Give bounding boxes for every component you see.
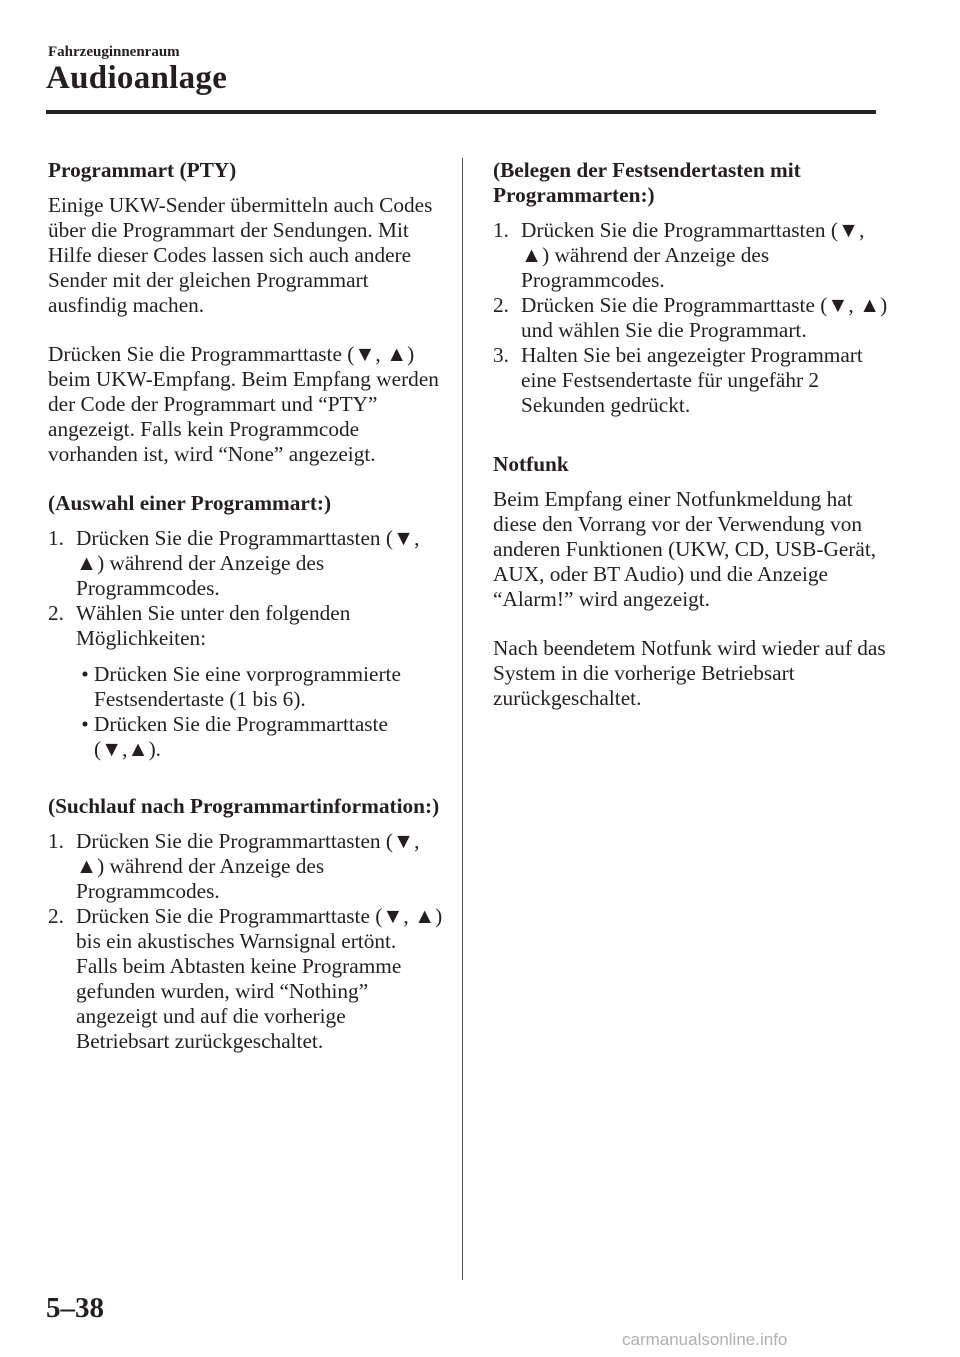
step-number: 1. <box>493 218 509 242</box>
spacer <box>493 418 893 452</box>
step-text-main: Drücken Sie die Programmarttaste (▼, ▲) bis ein akustisches Warnsignal ertönt. <box>76 904 443 953</box>
select-steps <box>48 526 443 762</box>
search-heading: (Suchlauf nach Programmartinformation:) <box>48 794 440 818</box>
list-item <box>76 662 443 712</box>
header-rule <box>46 110 876 114</box>
step-number: 2. <box>493 293 509 317</box>
list-item <box>493 218 893 293</box>
right-column <box>493 158 893 735</box>
list-item <box>493 343 893 418</box>
emergency-heading: Notfunk <box>493 452 569 476</box>
step-text: Drücken Sie die Programmarttasten (▼, ▲) während der Anzeige des Programmcodes. <box>521 218 865 292</box>
select-heading: (Auswahl einer Programmart:) <box>48 491 332 515</box>
step-number: 1. <box>48 526 64 550</box>
step-text <box>76 601 443 762</box>
search-steps <box>48 829 443 1054</box>
bullet-icon: • <box>81 662 89 686</box>
step-text: Drücken Sie die Programmarttasten (▼, ▲) während der Anzeige des Programmcodes. <box>76 526 420 600</box>
step-text: Drücken Sie die Programmarttaste (▼, ▲) und wählen Sie die Programmart. <box>521 293 888 342</box>
page-title: Audioanlage <box>46 60 228 96</box>
column-divider <box>462 158 463 1280</box>
bullet-icon: • <box>81 712 89 736</box>
left-column <box>48 158 443 1054</box>
watermark: carmanualsonline.info <box>622 1330 788 1349</box>
bullet-text: Drücken Sie die Programmarttaste (▼,▲). <box>94 712 388 761</box>
step-number: 1. <box>48 829 64 853</box>
select-options <box>76 662 443 762</box>
step-text: Halten Sie bei angezeigter Programmart eine Festsendertaste für ungefähr 2 Sekunden gedrückt. <box>521 343 863 417</box>
step-number: 3. <box>493 343 509 367</box>
emergency-paragraph-2: Nach beendetem Notfunk wird wieder auf das System in die vorherige Betriebsart zurückgeschaltet. <box>493 636 886 710</box>
bullet-text: Drücken Sie eine vorprogrammierte Festsendertaste (1 bis 6). <box>94 662 401 711</box>
pty-paragraph-1: Einige UKW-Sender übermitteln auch Codes über die Programmart der Sendungen. Mit Hilfe dieser Codes lassen sich auch andere Sender mit der gleichen Programmart ausfindig machen. <box>48 193 433 317</box>
spacer <box>48 762 443 794</box>
step-text: Drücken Sie die Programmarttasten (▼, ▲) während der Anzeige des Programmcodes. <box>76 829 420 903</box>
list-item <box>76 712 443 762</box>
step-text-main: Wählen Sie unter den folgenden Möglichkeiten: <box>76 601 351 650</box>
step-number: 2. <box>48 601 64 625</box>
section-label: Fahrzeuginnenraum <box>48 44 180 60</box>
preset-heading: (Belegen der Festsendertasten mit Programmarten:) <box>493 158 801 207</box>
pty-paragraph-2: Drücken Sie die Programmarttaste (▼, ▲) beim UKW-Empfang. Beim Empfang werden der Code der Programmart und “PTY” angezeigt. Falls kein Programmcode vorhanden ist, wird “None” angezeigt. <box>48 342 439 466</box>
page-number: 5–38 <box>46 1292 104 1324</box>
list-item <box>48 829 443 904</box>
step-text <box>76 904 443 1054</box>
emergency-paragraph-1: Beim Empfang einer Notfunkmeldung hat diese den Vorrang vor der Verwendung von anderen Funktionen (UKW, CD, USB-Gerät, AUX, oder BT Audio) und die Anzeige “Alarm!” wird angezeigt. <box>493 487 877 611</box>
preset-steps <box>493 218 893 418</box>
list-item <box>48 904 443 1054</box>
step-note: Falls beim Abtasten keine Programme gefunden wurden, wird “Nothing” angezeigt und auf die vorherige Betriebsart zurückgeschaltet. <box>76 954 402 1053</box>
list-item <box>493 293 893 343</box>
step-number: 2. <box>48 904 64 928</box>
list-item <box>48 601 443 762</box>
pty-heading: Programmart (PTY) <box>48 158 237 182</box>
list-item <box>48 526 443 601</box>
